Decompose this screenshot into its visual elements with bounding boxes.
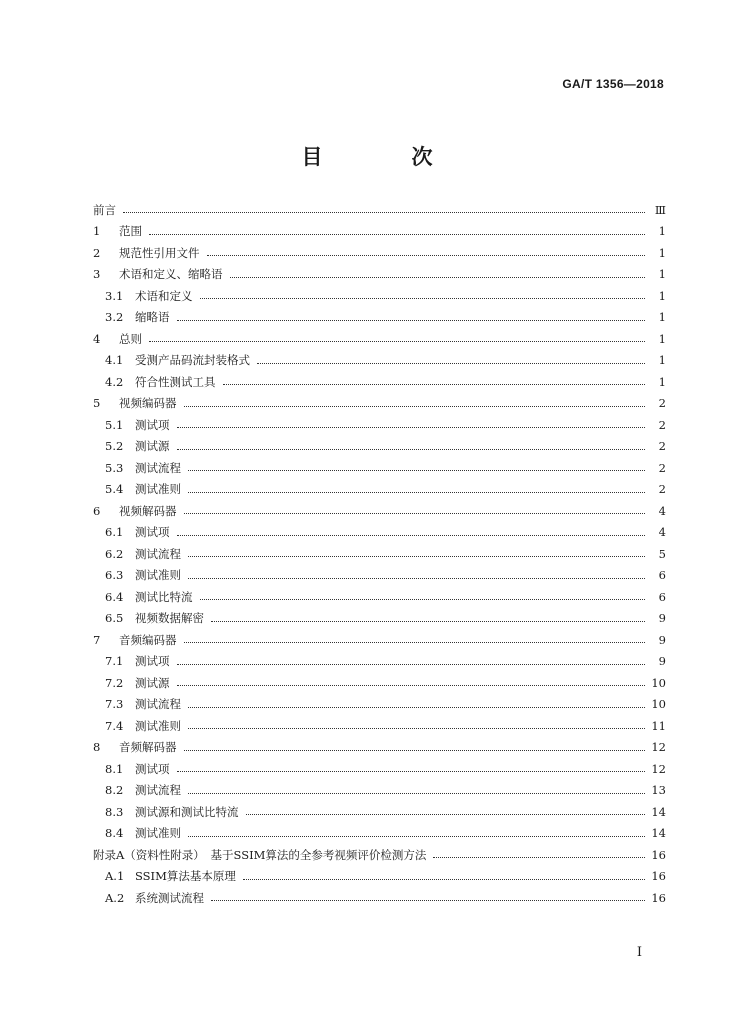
toc-entry-number: 3.2 [105,310,124,325]
toc-entry[interactable] [93,672,666,694]
dot-leader [257,363,645,364]
toc-entry-page: 12 [651,761,666,776]
toc-entry-label: 测试源 [135,675,170,690]
toc-entry[interactable] [93,199,666,221]
page-title: 目 次 [301,144,467,169]
dot-leader [184,406,646,407]
dot-leader [184,513,646,514]
dot-leader [188,793,645,794]
toc-entry-label: 音频编码器 [119,632,177,647]
toc-entry[interactable] [93,328,666,350]
toc-entry-number: 7.4 [105,718,124,733]
toc-entry-label: 规范性引用文件 [119,245,200,260]
toc-entry-page: 9 [658,611,666,626]
toc-entry[interactable] [93,844,666,866]
toc-entry-number: 2 [93,245,101,260]
toc-entry-label: 测试源 [135,439,170,454]
toc-entry-label: 视频解码器 [119,503,177,518]
toc-entry-page: 1 [658,310,666,325]
toc-entry-page: 1 [658,245,666,260]
toc-entry-label: 音频解码器 [119,740,177,755]
toc-entry-label: 测试流程 [135,783,181,798]
toc-entry-number: 6.2 [105,546,124,561]
toc-entry-number: 8.3 [105,804,124,819]
toc-entry[interactable] [93,801,666,823]
toc-entry[interactable] [93,242,666,264]
toc-entry-label: 符合性测试工具 [135,374,216,389]
dot-leader [177,685,646,686]
toc-entry[interactable] [93,780,666,802]
toc-entry-page: 14 [651,826,666,841]
toc-entry-page: 11 [651,718,666,733]
toc-entry-number: 3 [93,267,101,282]
toc-entry-label: 测试准则 [135,482,181,497]
toc-entry[interactable] [93,823,666,845]
table-of-contents [93,199,666,909]
toc-entry-page: 1 [658,224,666,239]
toc-entry-number: 1 [93,224,101,239]
dot-leader [177,771,646,772]
toc-entry-page: 10 [651,675,666,690]
toc-entry-label: 视频数据解密 [135,611,204,626]
dot-leader [188,728,645,729]
toc-entry[interactable] [93,608,666,630]
toc-entry-label: 测试比特流 [135,589,193,604]
toc-entry-label: 测试项 [135,761,170,776]
toc-entry-label: 范围 [119,224,142,239]
dot-leader [184,642,646,643]
dot-leader [188,556,645,557]
dot-leader [433,857,645,858]
dot-leader [188,578,645,579]
toc-entry-page: 9 [658,654,666,669]
dot-leader [149,341,645,342]
dot-leader [207,255,646,256]
standard-code: GA/T 1356—2018 [562,77,664,91]
toc-entry-page: 2 [658,439,666,454]
toc-entry[interactable] [93,651,666,673]
toc-entry-page: 1 [658,331,666,346]
toc-entry-number: 5 [93,396,101,411]
toc-entry-label: 测试流程 [135,697,181,712]
toc-entry-label: 总则 [119,331,142,346]
toc-entry-page: 1 [658,374,666,389]
toc-entry-number: 5.1 [105,417,124,432]
toc-entry-number: A.1 [105,869,125,884]
dot-leader [177,320,646,321]
toc-entry[interactable] [93,565,666,587]
toc-entry[interactable] [93,737,666,759]
toc-entry[interactable] [93,307,666,329]
dot-leader [211,900,645,901]
toc-entry-page: 5 [658,546,666,561]
toc-entry-page: 9 [658,632,666,647]
toc-entry-label: 缩略语 [135,310,170,325]
toc-entry-page: 1 [658,353,666,368]
toc-entry[interactable] [93,715,666,737]
dot-leader [188,492,645,493]
toc-entry-number: 8.4 [105,826,124,841]
toc-entry[interactable] [93,694,666,716]
toc-entry[interactable] [93,479,666,501]
toc-entry-label: 测试项 [135,654,170,669]
toc-entry-page: 10 [651,697,666,712]
dot-leader [223,384,646,385]
toc-entry-number: 4.2 [105,374,124,389]
toc-entry-number: 6 [93,503,101,518]
toc-entry[interactable] [93,522,666,544]
toc-entry[interactable] [93,350,666,372]
toc-entry-page: 6 [658,589,666,604]
dot-leader [246,814,646,815]
dot-leader [188,836,645,837]
toc-entry-number: 7.2 [105,675,124,690]
dot-leader [211,621,645,622]
toc-entry-page: 4 [658,503,666,518]
toc-entry[interactable] [93,264,666,286]
dot-leader [149,234,645,235]
toc-entry-page: 2 [658,482,666,497]
toc-entry-page: 2 [658,417,666,432]
toc-entry-number: 8 [93,740,101,755]
toc-entry-page: 1 [658,288,666,303]
toc-entry-page: 6 [658,568,666,583]
toc-entry-label: 测试准则 [135,568,181,583]
toc-entry[interactable] [93,866,666,888]
toc-entry-page: 14 [651,804,666,819]
toc-entry[interactable] [93,414,666,436]
dot-leader [123,212,645,213]
dot-leader [177,427,646,428]
toc-entry-number: 7 [93,632,101,647]
toc-entry-number: 4.1 [105,353,124,368]
toc-entry-label: 测试流程 [135,460,181,475]
toc-entry-number: 7.3 [105,697,124,712]
toc-entry-number: 4 [93,331,101,346]
toc-entry-label: 测试项 [135,525,170,540]
toc-entry-number: 7.1 [105,654,124,669]
toc-entry[interactable] [93,393,666,415]
toc-entry[interactable] [93,543,666,565]
toc-entry[interactable] [93,457,666,479]
toc-entry-number: 8.2 [105,783,124,798]
toc-entry-label: 前言 [93,202,116,217]
toc-entry-number: A.2 [105,890,125,905]
toc-entry-label: 受测产品码流封装格式 [135,353,250,368]
toc-entry-page: 16 [651,847,666,862]
toc-entry-number: 6.4 [105,589,124,604]
toc-entry-number: 5.2 [105,439,124,454]
dot-leader [188,470,645,471]
toc-entry[interactable] [93,221,666,243]
toc-entry-page: 2 [658,460,666,475]
toc-entry-label: 测试流程 [135,546,181,561]
dot-leader [243,879,645,880]
dot-leader [230,277,646,278]
toc-entry-label: 视频编码器 [119,396,177,411]
dot-leader [177,535,646,536]
dot-leader [184,750,646,751]
toc-entry-number: 6.5 [105,611,124,626]
toc-entry-label: 附录A（资料性附录） 基于SSIM算法的全参考视频评价检测方法 [93,847,427,862]
toc-entry-number: 3.1 [105,288,124,303]
toc-entry-page: 16 [651,890,666,905]
dot-leader [200,599,646,600]
toc-entry-page: 16 [651,869,666,884]
toc-entry-page: 4 [658,525,666,540]
toc-entry[interactable] [93,371,666,393]
page-number: I [636,945,642,960]
toc-entry-page: 13 [651,783,666,798]
dot-leader [188,707,645,708]
dot-leader [177,664,646,665]
toc-entry-label: 术语和定义 [135,288,193,303]
toc-entry-number: 8.1 [105,761,124,776]
toc-entry-page: 2 [658,396,666,411]
toc-entry-page: 1 [658,267,666,282]
toc-entry-label: 测试准则 [135,718,181,733]
toc-entry-label: 术语和定义、缩略语 [119,267,223,282]
toc-entry-number: 5.4 [105,482,124,497]
toc-entry[interactable] [93,436,666,458]
toc-entry-label: 测试项 [135,417,170,432]
toc-entry-page: 12 [651,740,666,755]
toc-entry-page: Ⅲ [654,202,666,217]
toc-entry[interactable] [93,500,666,522]
toc-entry-number: 6.1 [105,525,124,540]
dot-leader [177,449,646,450]
toc-entry[interactable] [93,586,666,608]
toc-entry-label: 系统测试流程 [135,890,204,905]
toc-entry-label: 测试源和测试比特流 [135,804,239,819]
toc-entry[interactable] [93,758,666,780]
toc-entry-number: 5.3 [105,460,124,475]
toc-entry-label: SSIM算法基本原理 [135,869,236,884]
toc-entry-number: 6.3 [105,568,124,583]
dot-leader [200,298,646,299]
toc-entry[interactable] [93,285,666,307]
toc-entry[interactable] [93,629,666,651]
toc-entry-label: 测试准则 [135,826,181,841]
toc-entry[interactable] [93,887,666,909]
